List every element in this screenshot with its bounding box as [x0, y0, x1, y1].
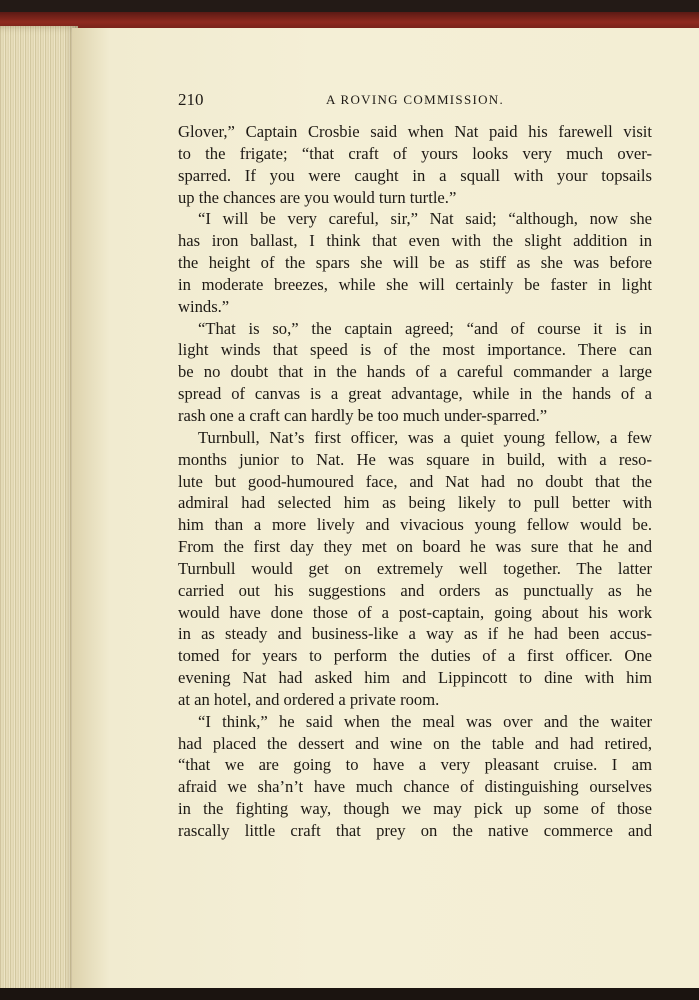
- text-line: Turnbull, Nat’s first officer, was a quiet young fellow, a few: [198, 427, 652, 447]
- text-line: in moderate breezes, while she will certainly be faster in light: [178, 274, 652, 294]
- text-line: light winds that speed is of the most importance. There can: [178, 340, 652, 360]
- text-line: him than a more lively and vivacious young fellow would be.: [178, 515, 652, 535]
- text-line: “I think,” he said when the meal was over and the waiter: [198, 711, 652, 731]
- text-line: rash one a craft can hardly be too much under-sparred.”: [178, 405, 548, 425]
- text-line: admiral had selected him as being likely to pull better with: [178, 493, 652, 513]
- text-line: “that we are going to have a very pleasant cruise. I am: [178, 755, 652, 775]
- running-head: A ROVING COMMISSION.: [326, 92, 505, 107]
- text-line: had placed the dessert and wine on the table and had retired,: [178, 733, 652, 753]
- text-line: Glover,” Captain Crosbie said when Nat paid his farewell visit: [178, 122, 652, 141]
- text-line: in as steady and business-like a way as if he had been accus-: [178, 624, 652, 644]
- text-line: From the first day they met on board he was sure that he and: [178, 537, 652, 557]
- text-line: months junior to Nat. He was square in build, with a reso-: [178, 449, 652, 469]
- text-line: winds.”: [178, 296, 230, 316]
- text-line: evening Nat had asked him and Lippincott to dine with him: [178, 668, 652, 688]
- text-line: sparred. If you were caught in a squall with your topsails: [178, 165, 652, 185]
- text-line: “That is so,” the captain agreed; “and of course it is in: [198, 318, 652, 338]
- text-line: has iron ballast, I think that even with the slight addition in: [178, 231, 652, 251]
- page-header: [178, 90, 652, 112]
- body-text: [178, 121, 652, 842]
- text-line: lute but good-humoured face, and Nat had no doubt that the: [178, 471, 652, 491]
- text-line: spread of canvas is a great advantage, while in the hands of a: [178, 384, 652, 404]
- text-line: to the frigate; “that craft of yours looks very much over-: [178, 143, 652, 163]
- text-line: tomed for years to perform the duties of a first officer. One: [178, 646, 652, 666]
- text-line: would have done those of a post-captain, going about his work: [178, 602, 652, 622]
- text-line: afraid we sha’n’t have much chance of distinguishing ourselves: [178, 777, 652, 797]
- bottom-shadow: [0, 988, 699, 1000]
- text-line: “I will be very careful, sir,” Nat said; “although, now she: [198, 209, 652, 229]
- page-edges: [0, 26, 78, 996]
- text-line: Turnbull would get on extremely well together. The latter: [178, 558, 652, 578]
- page-number: 210: [178, 90, 204, 109]
- text-line: rascally little craft that prey on the native commerce and: [178, 821, 652, 840]
- text-line: at an hotel, and ordered a private room.: [178, 689, 440, 709]
- text-line: carried out his suggestions and orders as punctually as he: [178, 580, 652, 600]
- text-line: in the fighting way, though we may pick up some of those: [178, 799, 652, 819]
- text-line: be no doubt that in the hands of a careful commander a large: [178, 362, 652, 382]
- text-line: up the chances are you would turn turtle.”: [178, 187, 457, 207]
- text-line: the height of the spars she will be as stiff as she was before: [178, 253, 652, 273]
